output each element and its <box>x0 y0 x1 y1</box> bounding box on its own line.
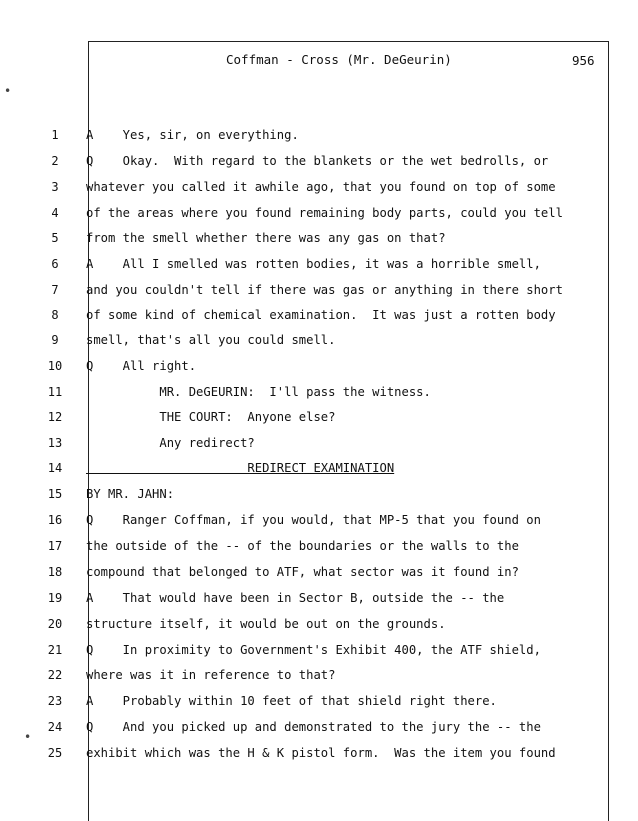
line-number: 19 <box>47 591 63 605</box>
margin-mark: • <box>4 84 12 98</box>
transcript-line: BY MR. JAHN: <box>86 487 175 501</box>
line-number: 12 <box>47 410 63 424</box>
page-border-top <box>88 41 608 42</box>
line-number: 25 <box>47 746 63 760</box>
line-number: 15 <box>47 487 63 501</box>
page-border-right <box>608 41 609 821</box>
transcript-line: the outside of the -- of the boundaries or the walls to the <box>86 539 519 553</box>
line-number: 24 <box>47 720 63 734</box>
page-number: 956 <box>572 53 595 68</box>
line-number: 21 <box>47 643 63 657</box>
line-number: 20 <box>47 617 63 631</box>
transcript-line: smell, that's all you could smell. <box>86 333 336 347</box>
transcript-line: A That would have been in Sector B, outside the -- the <box>86 591 505 605</box>
transcript-line: A All I smelled was rotten bodies, it was a horrible smell, <box>86 257 541 271</box>
transcript-line: where was it in reference to that? <box>86 668 336 682</box>
line-number: 23 <box>47 694 63 708</box>
page-header-title: Coffman - Cross (Mr. DeGeurin) <box>226 52 452 67</box>
transcript-line: Q In proximity to Government's Exhibit 400, the ATF shield, <box>86 643 541 657</box>
line-number: 3 <box>51 180 59 194</box>
transcript-line: of some kind of chemical examination. It was just a rotten body <box>86 308 556 322</box>
transcript-line: THE COURT: Anyone else? <box>86 410 336 424</box>
transcript-line: exhibit which was the H & K pistol form. Was the item you found <box>86 746 556 760</box>
transcript-line: compound that belonged to ATF, what sector was it found in? <box>86 565 519 579</box>
line-number: 13 <box>47 436 63 450</box>
line-number: 1 <box>51 128 59 142</box>
transcript-line: and you couldn't tell if there was gas or anything in there short <box>86 283 563 297</box>
line-number: 9 <box>51 333 59 347</box>
transcript-line: from the smell whether there was any gas on that? <box>86 231 446 245</box>
transcript-line: Q And you picked up and demonstrated to the jury the -- the <box>86 720 541 734</box>
line-number: 17 <box>47 539 63 553</box>
line-number: 18 <box>47 565 63 579</box>
line-number: 14 <box>47 461 63 475</box>
line-number: 6 <box>51 257 59 271</box>
transcript-line: Q Okay. With regard to the blankets or the wet bedrolls, or <box>86 154 549 168</box>
line-number: 7 <box>51 283 59 297</box>
transcript-line: MR. DeGEURIN: I'll pass the witness. <box>86 385 431 399</box>
transcript-line: whatever you called it awhile ago, that you found on top of some <box>86 180 556 194</box>
transcript-line: of the areas where you found remaining body parts, could you tell <box>86 206 563 220</box>
line-number: 22 <box>47 668 63 682</box>
transcript-line: Q All right. <box>86 359 197 373</box>
line-number: 8 <box>51 308 59 322</box>
line-number: 4 <box>51 206 59 220</box>
line-number: 11 <box>47 385 63 399</box>
line-number: 10 <box>47 359 63 373</box>
transcript-line: structure itself, it would be out on the grounds. <box>86 617 446 631</box>
section-heading: REDIRECT EXAMINATION <box>86 461 395 475</box>
line-number: 2 <box>51 154 59 168</box>
transcript-line: A Yes, sir, on everything. <box>86 128 299 142</box>
transcript-line: Q Ranger Coffman, if you would, that MP-5 that you found on <box>86 513 541 527</box>
line-number: 5 <box>51 231 59 245</box>
transcript-line: Any redirect? <box>86 436 255 450</box>
margin-mark: • <box>24 730 32 744</box>
transcript-line: A Probably within 10 feet of that shield right there. <box>86 694 497 708</box>
line-number: 16 <box>47 513 63 527</box>
